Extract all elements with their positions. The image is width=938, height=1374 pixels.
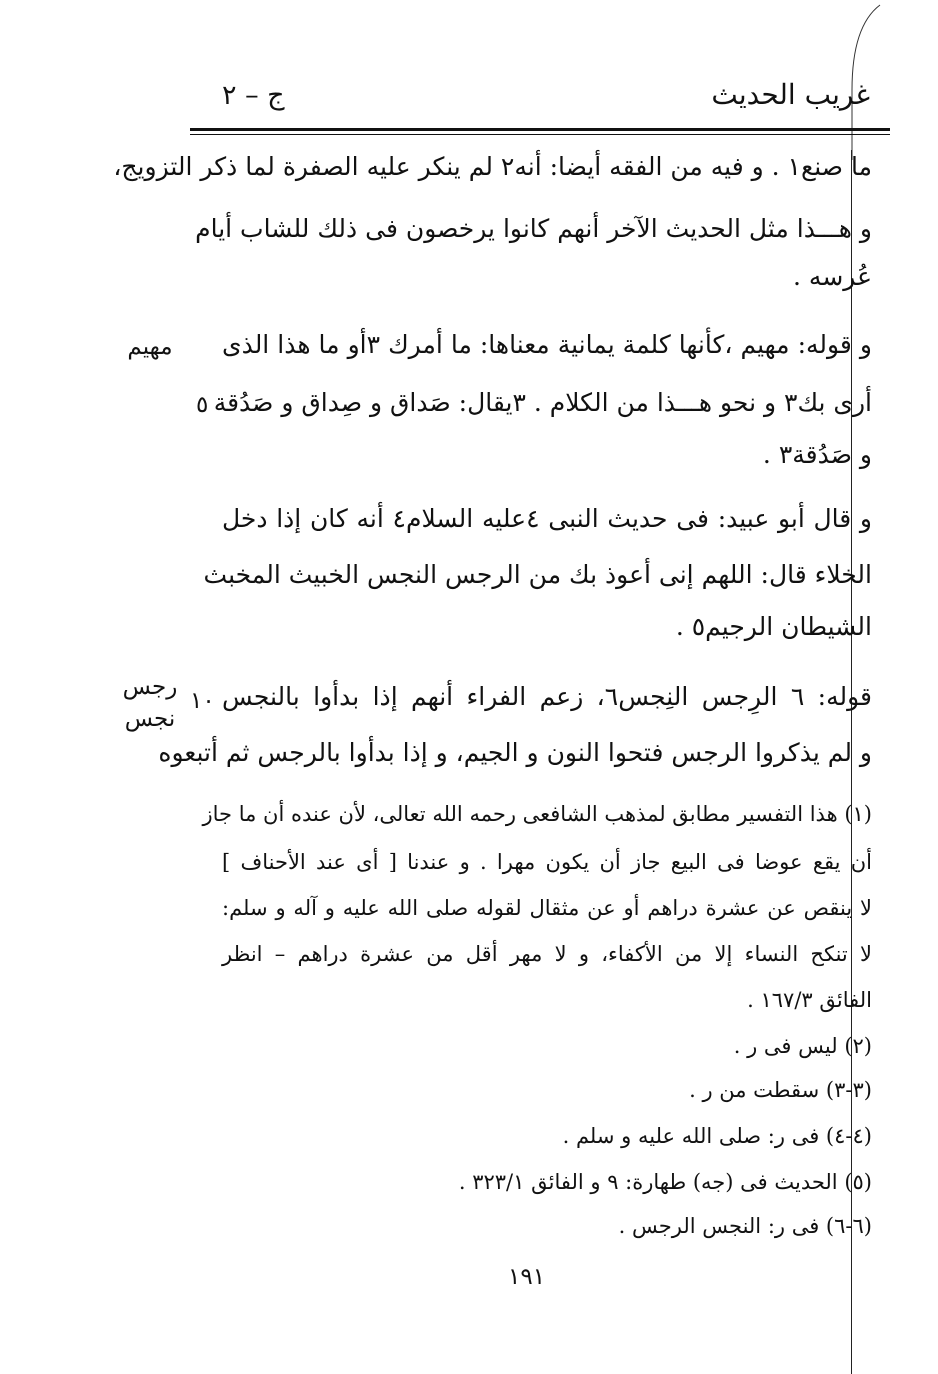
footnote-line: (٦-٦) فى ر: النجس الرجس . xyxy=(618,1214,872,1238)
footnote-line: لا تنكح النساء إلا من الأكفاء، و لا مهر أقل من عشرة دراهم – انظر xyxy=(222,942,872,966)
margin-note-najis: نجس xyxy=(124,706,176,732)
footnote-line: الفائق ١٦٧/٣ . xyxy=(747,988,872,1012)
page-number: ١٩١ xyxy=(508,1264,546,1290)
body-line: و صَدُقة٣ . xyxy=(762,440,872,469)
footnote-line: (٣-٣) سقطت من ر . xyxy=(689,1078,872,1102)
footnote-line: (٤-٤) فى ر: صلى الله عليه و سلم . xyxy=(562,1124,872,1148)
footnote-line: لا ينقص عن عشرة دراهم أو عن مثقال لقوله صلى الله عليه و آله و سلم: xyxy=(222,896,872,920)
body-line: أرى بك٣ و نحو هـــذا من الكلام . ٣يقال: صَداق و صِداق و صَدُقة xyxy=(213,388,872,417)
footnote-line: أن يقع عوضا فى البيع جاز أن يكون مهرا . و عندنا [ أى عند الأحناف ] xyxy=(222,850,872,874)
volume-label: ج – ٢ xyxy=(222,80,285,111)
footnote-line: (٢) ليس فى ر . xyxy=(733,1034,872,1058)
body-line: و لم يذكروا الرجس فتحوا النون و الجيم، و إذا بدأوا بالرجس ثم أتبعوه xyxy=(158,738,872,767)
body-line: و هـــذا مثل الحديث الآخر أنهم كانوا يرخصون فى ذلك للشاب أيام xyxy=(195,214,872,243)
footnote-line: (٥) الحديث فى (جه) طهارة: ٩ و الفائق ٣٢٣/١ . xyxy=(458,1170,872,1194)
header-rule-thick xyxy=(190,128,890,131)
line-number: ١٠ xyxy=(190,688,215,714)
body-line: ما صنع١ . و فيه من الفقه أيضا: أنه٢ لم ينكر عليه الصفرة لما ذكر التزويج، xyxy=(113,152,872,181)
margin-note-mahyam: مهيم xyxy=(127,334,173,360)
header-rule-thin xyxy=(190,134,890,135)
body-line: الخلاء قال: اللهم إنى أعوذ بك من الرجس النجس الخبيث المخبث xyxy=(203,560,872,589)
body-line: عُرسه . xyxy=(793,262,872,291)
line-number: ٥ xyxy=(196,392,209,418)
body-line: الشيطان الرجيم٥ . xyxy=(675,612,872,641)
body-line: و قال أبو عبيد: فى حديث النبى ٤عليه السلام٤ أنه كان إذا دخل xyxy=(222,504,872,533)
footnote-line: (١) هذا التفسير مطابق لمذهب الشافعى رحمه الله تعالى، لأن عنده أن ما جاز xyxy=(202,802,872,826)
margin-note-rijs: رجس xyxy=(122,674,178,700)
body-line: قوله: ٦ الرِجس النِجس٦، زعم الفراء أنهم إذا بدأوا بالنجس xyxy=(222,682,872,711)
running-title: غريب الحديث xyxy=(711,78,870,111)
body-line: و قوله: مهيم ،كأنها كلمة يمانية معناها: ما أمرك ٣أو ما هذا الذى xyxy=(222,330,872,359)
